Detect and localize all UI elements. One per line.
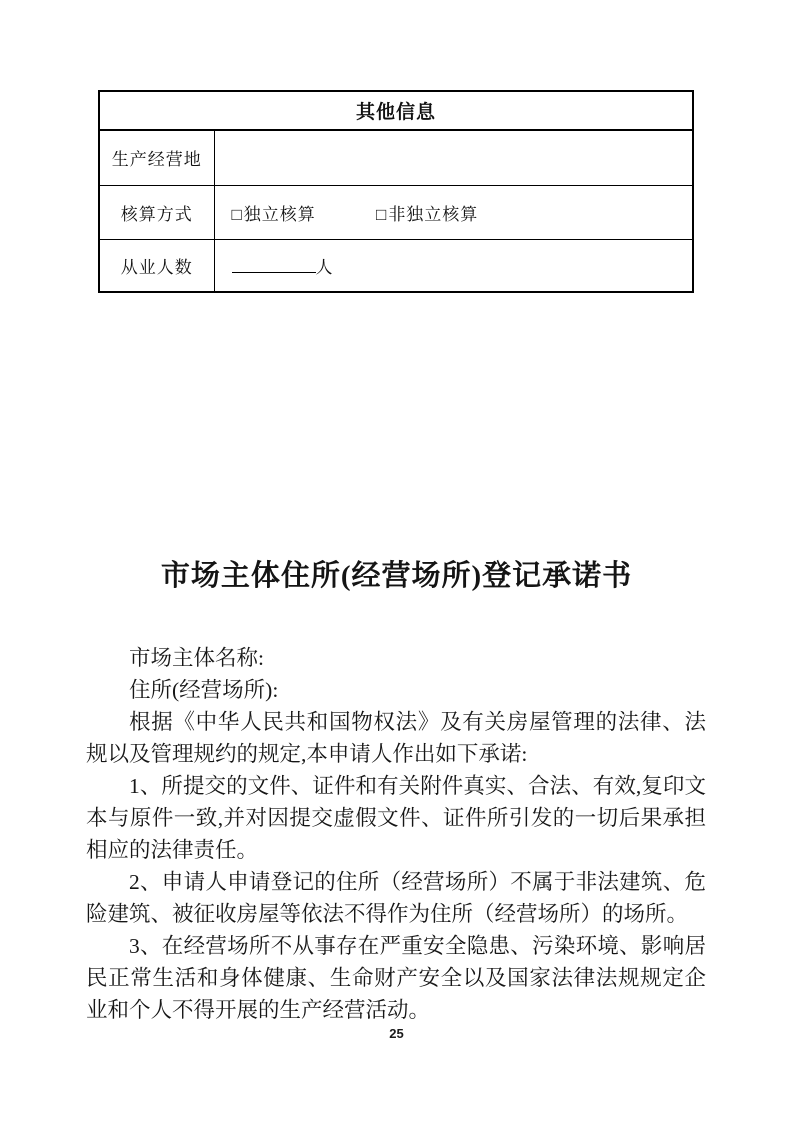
- employee-count-field: [214, 239, 693, 292]
- table-header-row: [99, 91, 693, 130]
- commitment-paragraph-1: 1、所提交的文件、证件和有关附件真实、合法、有效,复印文本与原件一致,并对因提交虚假文件、证件所引发的一切后果承担相应的法律责任。: [86, 774, 706, 862]
- employee-count-blank[interactable]: [232, 254, 316, 273]
- commitment-letter-title: 市场主体住所(经营场所)登记承诺书: [160, 560, 633, 592]
- table-title: 其他信息: [99, 91, 693, 130]
- table-row: [99, 130, 693, 185]
- employee-count-unit: 人: [315, 257, 333, 277]
- checkbox-icon: □: [376, 204, 388, 224]
- page-number: 25: [389, 1026, 404, 1041]
- commitment-paragraph-2: 2、申请人申请登记的住所（经营场所）不属于非法建筑、危险建筑、被征收房屋等依法不得作为住所（经营场所）的场所。: [86, 870, 706, 926]
- checkbox-option-non-independent[interactable]: [376, 200, 478, 225]
- intro-paragraph: 根据《中华人民共和国物权法》及有关房屋管理的法律、法规以及管理规约的规定,本申请人作出如下承诺:: [86, 710, 706, 766]
- checkbox-icon: □: [231, 204, 243, 224]
- commitment-paragraph-3: 3、在经营场所不从事存在严重安全隐患、污染环境、影响居民正常生活和身体健康、生命财产安全以及国家法律法规规定企业和个人不得开展的生产经营活动。: [86, 934, 706, 1022]
- address-line: 住所(经营场所):: [129, 678, 279, 702]
- checkbox-option-independent[interactable]: [232, 200, 316, 225]
- table-row: [99, 239, 693, 292]
- checkbox-option-label: 独立核算: [243, 204, 316, 224]
- accounting-method-field: [214, 185, 693, 239]
- other-info-table: [98, 90, 694, 293]
- entity-name-line: 市场主体名称:: [129, 646, 264, 670]
- production-site-field[interactable]: [214, 130, 693, 185]
- checkbox-option-label: 非独立核算: [388, 204, 479, 224]
- table-row: [99, 185, 693, 239]
- accounting-method-label: 核算方式: [99, 185, 214, 239]
- production-site-label: 生产经营地: [99, 130, 214, 185]
- employee-count-label: 从业人数: [99, 239, 214, 292]
- commitment-letter-body: [86, 642, 706, 1026]
